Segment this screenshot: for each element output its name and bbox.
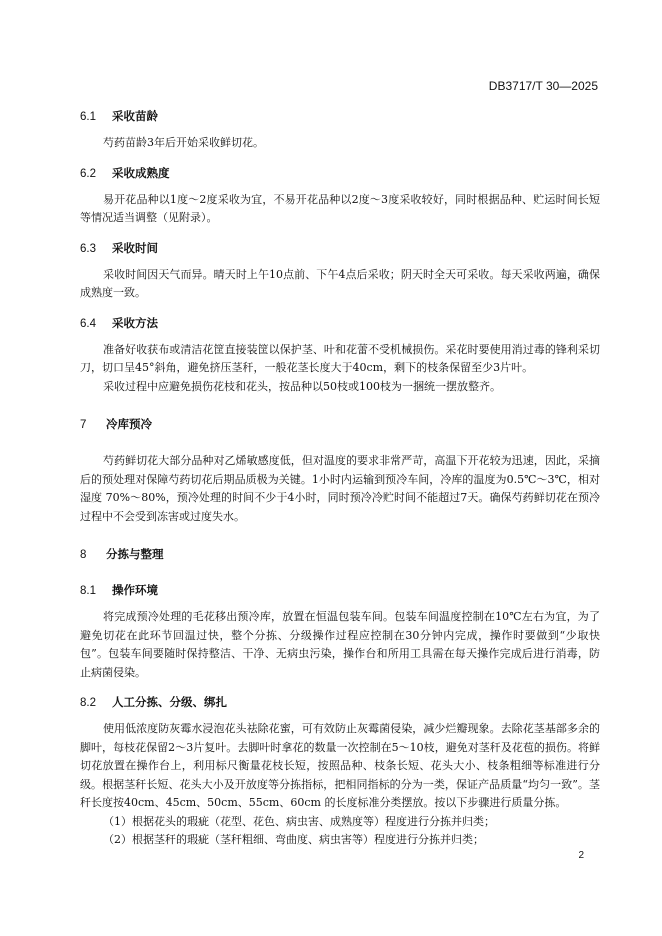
section-number: 6.3: [80, 242, 96, 255]
section-number: 8.2: [80, 697, 96, 709]
paragraph: 易开花品种以1度～2度采收为宜，不易开花品种以2度～3度采收较好，同时根据品种、贮运时间长短等情况适当调整（见附录）。: [80, 192, 600, 224]
section-number: 7: [80, 419, 87, 431]
section-title: 分拣与整理: [106, 549, 164, 561]
section-7: [80, 416, 600, 526]
section-title: 冷库预冷: [106, 419, 152, 431]
section-number: 8: [80, 549, 87, 561]
page-number: 2: [578, 850, 584, 861]
section-title: 采收苗龄: [112, 111, 158, 123]
section-8-1: [80, 582, 600, 682]
paragraph: 将完成预冷处理的毛花移出预冷库，放置在恒温包装车间。包装车间温度控制在10℃左右为宜，为了避免切花在此环节回温过快，整个分拣、分级操作过程应控制在30分钟内完成，操作时要做到“少取快包”。包装车间要随时保持整洁、干净、无病虫污染，操作台和所用工具需在每天操作完成后进行消毒，防止病菌侵染。: [80, 610, 600, 679]
section-number: 6.2: [80, 167, 96, 180]
section-8: [80, 546, 600, 562]
list-item: （1）根据花头的瑕疵（花型、花色、病虫害、成熟度等）程度进行分拣并归类；: [103, 814, 495, 828]
paragraph: 采收时间因天气而异。晴天时上午10点前、下午4点后采收；阴天时全天可采收。每天采收两遍，确保成熟度一致。: [80, 267, 600, 299]
section-number: 6.1: [80, 111, 96, 123]
section-6-1: [80, 108, 600, 153]
section-6-2: [80, 165, 600, 228]
section-8-2: [80, 694, 600, 850]
list-item: （2）根据茎秆的瑕疵（茎秆粗细、弯曲度、病虫害等）程度进行分拣并归类；: [103, 833, 484, 846]
paragraph: 芍药鲜切花大部分品种对乙烯敏感度低，但对温度的要求非常严苛，高温下开花较为迅速，因此，采摘后的预处理对保障芍药切花后期品质极为关键。1小时内运输到预冷车间，冷库的温度为0.5℃～3℃，相对湿度 70%～80%，预冷处理的时间不少于4小时，同时预冷冷贮时间不能超过7天。确保芍药鲜切花在预冷过程中不会受到冻害或过度失水。: [80, 454, 600, 523]
section-6-3: [80, 240, 600, 303]
section-title: 操作环境: [112, 585, 158, 597]
section-title: 采收方法: [112, 317, 158, 330]
paragraph: 采收过程中应避免损伤花枝和花头，按品种以50枝或100枝为一捆统一摆放整齐。: [103, 379, 501, 393]
section-number: 6.4: [80, 317, 96, 330]
paragraph: 芍药苗龄3年后开始采收鲜切花。: [103, 136, 264, 149]
document-body: [80, 108, 600, 862]
section-title: 人工分拣、分级、绑扎: [112, 697, 227, 709]
section-6-4: [80, 315, 600, 397]
document-code: DB3717/T 30—2025: [488, 79, 598, 93]
paragraph: 准备好收获布或清洁花筐直接装筐以保护茎、叶和花蕾不受机械损伤。采花时要使用消过毒的锋利采切刀，切口呈45°斜角，避免挤压茎秆，一般花茎长度大于40cm，剩下的枝条保留至少3片叶。: [80, 342, 600, 374]
section-title: 采收时间: [112, 242, 158, 255]
paragraph: 使用低浓度防灰霉水浸泡花头祛除花蜜，可有效防止灰霉菌侵染，减少烂瓣现象。去除花茎基部多余的脚叶，每枝花保留2～3片复叶。去脚叶时拿花的数量一次控制在5～10枝，避免对茎秆及花苞的损伤。将鲜切花放置在操作台上，利用标尺衡量花枝长短，按照品种、枝条长短、花头大小、枝条粗细等标准进行分级。根据茎秆长短、花头大小及开放度等分拣指标，把相同指标的分为一类，保证产品质量“均匀一致”。茎秆长度按40cm、45cm、50cm、55cm、60cm 的长度标准分类摆放。按以下步骤进行质量分拣。: [80, 722, 600, 809]
section-title: 采收成熟度: [112, 167, 170, 180]
section-number: 8.1: [80, 585, 96, 597]
